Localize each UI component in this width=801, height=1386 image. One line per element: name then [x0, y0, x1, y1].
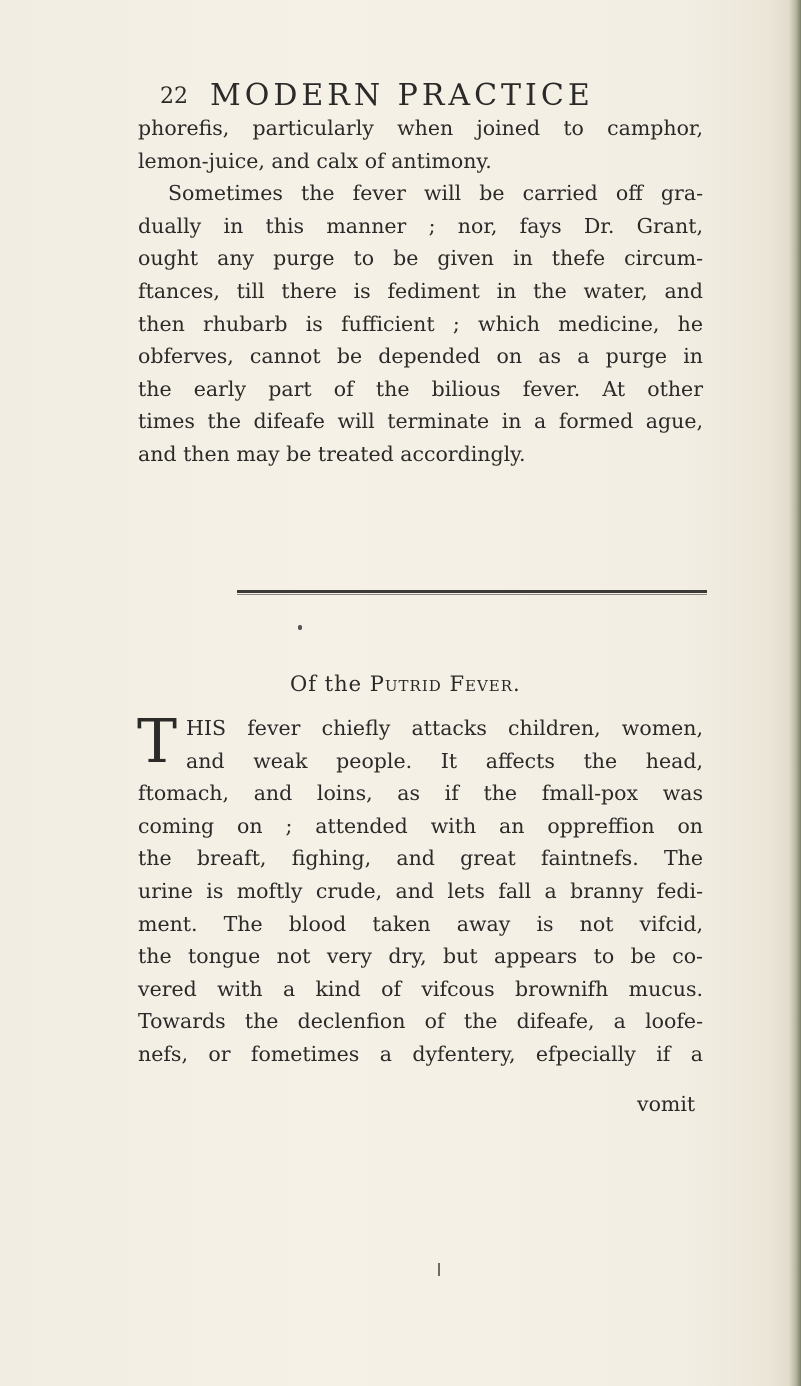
- drop-cap: T: [137, 707, 178, 777]
- section-heading-prefix: Of the: [290, 672, 363, 696]
- text-line: nefs, or fometimes a dyfentery, efpecially if a: [138, 1041, 703, 1066]
- ink-speck: [298, 625, 302, 630]
- text-line: and then may be treated accordingly.: [138, 441, 526, 466]
- text-line: obferves, cannot be depended on as a purge in: [138, 344, 703, 369]
- catchword: vomit: [637, 1092, 696, 1116]
- text-line: HIS fever chiefly attacks children, women,: [186, 716, 703, 740]
- page-edge-shadow: [789, 0, 801, 1386]
- section-divider: [237, 590, 707, 593]
- page-number: 22: [160, 84, 188, 109]
- paragraph-2: [137, 707, 703, 1071]
- text-line: the early part of the bilious fever. At other: [138, 376, 703, 401]
- text-line: ought any purge to be given in thefe circum-: [138, 246, 703, 271]
- text-line: Towards the declenfion of the difeafe, a loofe-: [138, 1009, 703, 1034]
- text-line: and weak people. It affects the head,: [186, 748, 703, 773]
- text-line: the breaft, fighing, and great faintnefs. The: [138, 846, 703, 871]
- text-line: vered with a kind of vifcous brownifh mucus.: [138, 976, 703, 1001]
- text-line: ftomach, and loins, as if the fmall-pox was: [138, 781, 703, 806]
- text-line: Sometimes the fever will be carried off gra-: [168, 181, 703, 206]
- section-heading-main: Putrid Fever.: [369, 672, 521, 696]
- text-line: ment. The blood taken away is not vifcid,: [138, 911, 703, 936]
- text-line: the tongue not very dry, but appears to be co-: [138, 944, 703, 969]
- text-line: phorefis, particularly when joined to camphor,: [138, 116, 703, 140]
- text-line: dually in this manner ; nor, fays Dr. Grant,: [138, 213, 703, 238]
- text-line: times the difeafe will terminate in a formed ague,: [138, 409, 703, 434]
- running-title: MODERN PRACTICE: [210, 78, 594, 113]
- ink-mark: [438, 1263, 440, 1276]
- text-line: lemon-juice, and calx of antimony.: [138, 148, 492, 173]
- text-line: coming on ; attended with an oppreffion on: [138, 813, 703, 838]
- text-line: urine is moftly crude, and lets fall a branny fedi-: [138, 878, 703, 903]
- paragraph-1: [138, 112, 703, 471]
- section-divider-thin: [237, 594, 707, 595]
- text-line: then rhubarb is fufficient ; which medicine, he: [138, 311, 703, 336]
- section-heading: [290, 672, 521, 696]
- text-line: ftances, till there is fediment in the water, and: [138, 278, 703, 303]
